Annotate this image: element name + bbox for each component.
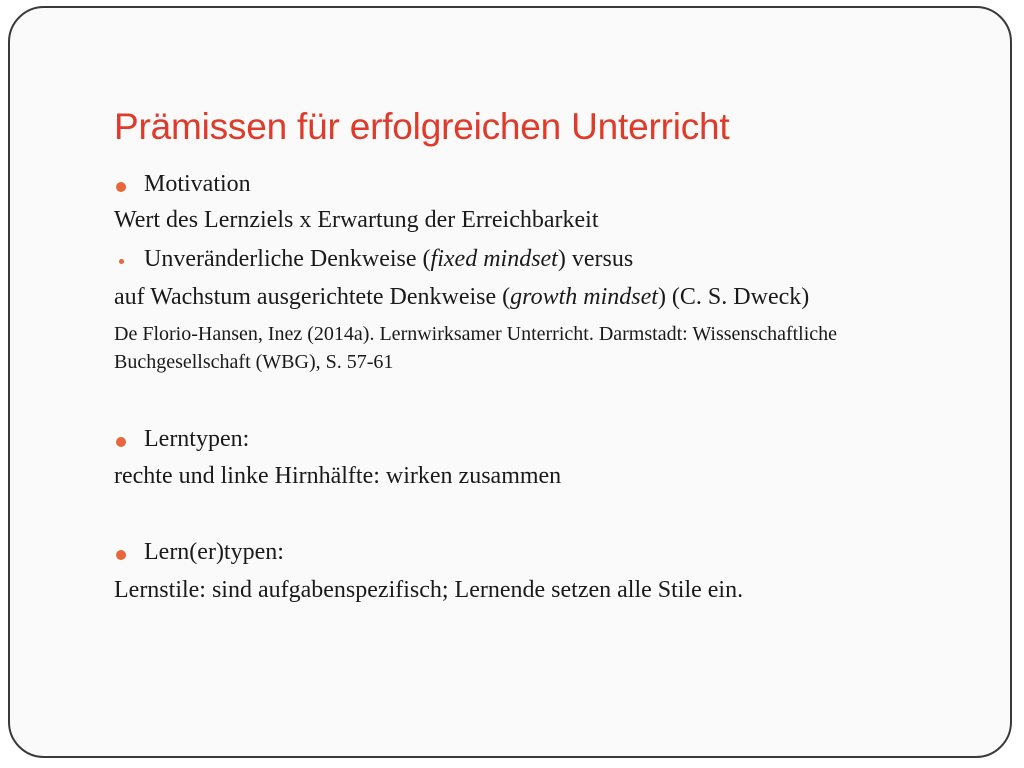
mindset-text-suffix: ) (C. S. Dweck) [657, 284, 810, 310]
bullet-dot [116, 437, 126, 447]
bullet-motivation: Motivation [144, 171, 251, 197]
lerntypen-text: rechte und linke Hirnhälfte: wirken zusammen [114, 463, 562, 489]
mindset-text-italic: growth mindset [510, 284, 658, 310]
slide-title: Prämissen für erfolgreichen Unterricht [114, 106, 730, 147]
mindset-text [114, 284, 809, 311]
reference-line-1: De Florio-Hansen, Inez (2014a). Lernwirksamer Unterricht. Darmstadt: Wissenschaftliche [114, 323, 838, 345]
bullet-mindset [144, 246, 633, 273]
bullet-dot [116, 182, 126, 192]
mindset-bullet-suffix: ) versus [557, 246, 634, 272]
reference-line-2: Buchgesellschaft (WBG), S. 57-61 [114, 351, 394, 373]
bullet-lernertypen: Lern(er)typen: [144, 539, 284, 565]
slide-frame [8, 6, 1012, 758]
bullet-dot [119, 259, 124, 264]
lernertypen-text: Lernstile: sind aufgabenspezifisch; Lernende setzen alle Stile ein. [114, 577, 744, 603]
motivation-text: Wert des Lernziels x Erwartung der Erreichbarkeit [114, 207, 599, 233]
mindset-bullet-italic: fixed mindset [430, 246, 558, 272]
bullet-lerntypen: Lerntypen: [144, 426, 250, 452]
mindset-bullet-prefix: Unveränderliche Denkweise ( [144, 246, 431, 272]
bullet-dot [116, 550, 126, 560]
mindset-text-prefix: auf Wachstum ausgerichtete Denkweise ( [114, 284, 511, 310]
